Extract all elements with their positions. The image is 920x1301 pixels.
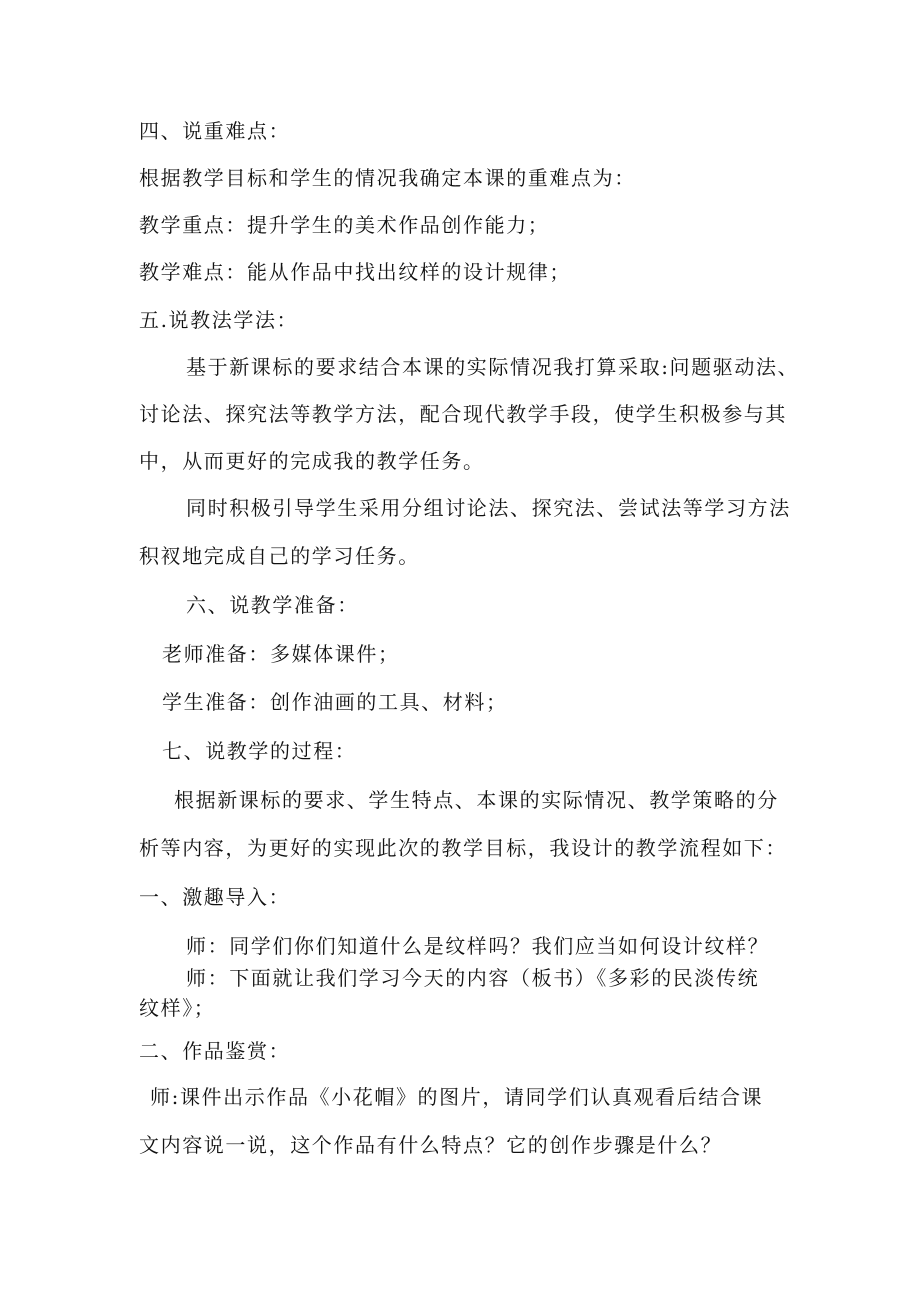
section-heading-methods: 五.说教法学法： [139, 308, 299, 332]
section-heading-process: 七、说教学的过程： [162, 739, 357, 763]
paragraph-line: 中，从而更好的完成我的教学任务。 [139, 449, 485, 473]
paragraph-line: 教学难点：能从作品中找出纹样的设计规律； [139, 260, 571, 284]
paragraph-line: 教学重点：提升学生的美术作品创作能力； [139, 213, 550, 237]
section-heading-appreciation: 二、作品鉴赏： [139, 1039, 291, 1063]
paragraph-line: 析等内容，为更好的实现此次的教学目标，我设计的教学流程如下： [139, 836, 787, 860]
paragraph-line: 师：下面就让我们学习今天的内容（板书）《多彩的民淡传统 [186, 966, 760, 990]
paragraph-line: 学生准备：创作油画的工具、材料； [162, 690, 508, 714]
paragraph-line: 积衩地完成自己的学习任务。 [139, 544, 420, 568]
paragraph-line: 根据教学目标和学生的情况我确定本课的重难点为： [139, 166, 636, 190]
paragraph-line: 根据新课标的要求、学生特点、本课的实际情况、教学策略的分 [174, 788, 779, 812]
paragraph-line: 纹样》； [139, 996, 216, 1020]
paragraph-line: 老师准备：多媒体课件； [162, 642, 400, 666]
paragraph-line: 基于新课标的要求结合本课的实际情况我打算采取:问题驱动法、 [186, 355, 800, 379]
paragraph-line: 师:课件出示作品《小花帽》的图片，请同学们认真观看后结合课 [150, 1085, 764, 1109]
section-heading-preparation: 六、说教学准备： [186, 593, 359, 617]
section-heading-intro: 一、激趣导入： [139, 885, 291, 909]
section-heading-key-points: 四、说重难点： [139, 119, 291, 143]
paragraph-line: 讨论法、探究法等教学方法，配合现代教学手段，使学生积极参与其 [139, 402, 787, 426]
paragraph-line: 师：同学们你们知道什么是纹样吗？我们应当如何设计纹样？ [186, 934, 770, 958]
paragraph-line: 文内容说一说，这个作品有什么特点？它的创作步骤是什么？ [139, 1133, 723, 1157]
paragraph-line: 同时积极引导学生采用分组讨论法、探究法、尝试法等学习方法 [186, 496, 791, 520]
